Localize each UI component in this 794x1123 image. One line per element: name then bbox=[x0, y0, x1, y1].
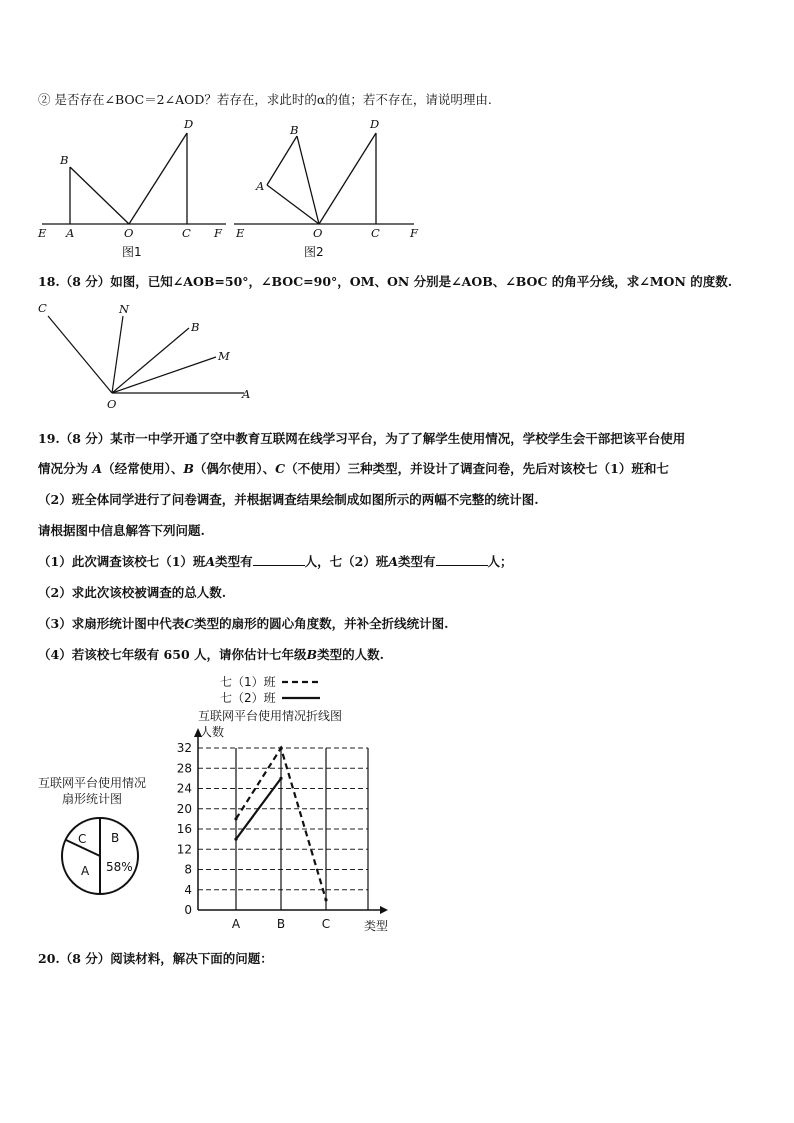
fig2-label-A: A bbox=[256, 179, 265, 193]
fig2-label-C: C bbox=[371, 226, 380, 240]
pie-title-line1: 互联网平台使用情况 bbox=[38, 776, 147, 790]
y-tick-label-0: 0 bbox=[184, 903, 192, 917]
y-tick-label-32: 32 bbox=[176, 741, 192, 755]
figure-angles bbox=[34, 296, 264, 416]
legend-label-class2: 七（2）班 bbox=[220, 691, 276, 705]
x-tick-label-B: B bbox=[276, 917, 286, 931]
fig2-label-E: E bbox=[236, 226, 245, 240]
y-tick-label-12: 12 bbox=[176, 842, 192, 857]
series-2-point-B bbox=[279, 777, 282, 780]
figure-1 bbox=[37, 117, 226, 259]
fig1-label-F: F bbox=[214, 226, 222, 240]
pie-title-line2: 扇形统计图 bbox=[62, 792, 123, 806]
y-tick-label-28: 28 bbox=[176, 761, 192, 776]
x-tick-label-A: A bbox=[231, 917, 241, 931]
chart-title: 互联网平台使用情况折线图 bbox=[198, 709, 343, 723]
pie-label-B: B bbox=[111, 831, 120, 845]
fig3-label-B: B bbox=[191, 320, 200, 334]
legend-label-class1: 七（1）班 bbox=[220, 675, 276, 689]
pie-label-A: A bbox=[81, 864, 90, 878]
q20-text: 20.（8 分）阅读材料，解决下面的问题： bbox=[38, 951, 273, 966]
line-chart bbox=[170, 672, 400, 942]
answer-blank-2 bbox=[436, 553, 488, 566]
q19-sub4: （4）若该校七年级有 650 人，请你估计七年级B类型的人数. bbox=[38, 647, 384, 662]
fig3-label-N: N bbox=[119, 302, 130, 316]
y-tick-label-8: 8 bbox=[184, 862, 192, 877]
q19-line3: （2）班全体同学进行了问卷调查，并根据调查结果绘制成如图所示的两幅不完整的统计图. bbox=[38, 492, 539, 507]
fig2-label-D: D bbox=[370, 117, 380, 131]
figures-1-2 bbox=[34, 112, 424, 260]
pie-label-C: C bbox=[78, 832, 87, 846]
y-tick-label-16: 16 bbox=[176, 822, 192, 836]
q18-text: 18.（8 分）如图，已知∠AOB=50°，∠BOC=90°，OM、ON 分别是∠AOB、∠BOC 的角平分线，求∠MON 的度数. bbox=[38, 274, 733, 289]
x-tick-label-C: C bbox=[321, 917, 331, 931]
y-tick-label-20: 20 bbox=[176, 801, 192, 816]
fig1-label-O: O bbox=[124, 226, 134, 240]
pie-label-B-percent: 58% bbox=[106, 860, 133, 874]
series-1-point-B bbox=[279, 746, 282, 749]
x-axis-label: 类型 bbox=[364, 919, 389, 933]
q19-line1: 19.（8 分）某市一中学开通了空中教育互联网在线学习平台，为了了解学生使用情况，学校学生会干部把该平台使用 bbox=[38, 431, 686, 446]
y-tick-label-4: 4 bbox=[184, 882, 192, 897]
fig1-label-C: C bbox=[182, 226, 191, 240]
fig2-label-O: O bbox=[313, 226, 323, 240]
q19-sub1: （1）此次调查该校七（1）班A类型有 人，七（2）班A类型有 人； bbox=[38, 554, 513, 569]
x-axis-arrow bbox=[380, 906, 388, 914]
fig1-label-E: E bbox=[38, 226, 47, 240]
fig3-label-O: O bbox=[107, 397, 117, 411]
y-axis-label: 人数 bbox=[200, 725, 225, 739]
series-2-point-A bbox=[234, 838, 237, 841]
chart-legend bbox=[220, 674, 320, 705]
q17-part2-text: ② 是否存在∠BOC＝2∠AOD？若存在，求此时的α的值；若不存在，请说明理由. bbox=[38, 92, 492, 107]
fig2-label-B: B bbox=[290, 123, 299, 137]
fig1-label-B: B bbox=[60, 153, 69, 167]
y-tick-label-24: 24 bbox=[176, 781, 192, 796]
answer-blank-1 bbox=[253, 553, 305, 566]
q19-line4: 请根据图中信息解答下列问题. bbox=[38, 523, 205, 538]
q19-sub3: （3）求扇形统计图中代表C类型的扇形的圆心角度数，并补全折线统计图. bbox=[38, 616, 449, 631]
fig2-label-F: F bbox=[410, 226, 418, 240]
figure-2 bbox=[234, 117, 419, 259]
series-1-point-A bbox=[234, 817, 237, 820]
q19-sub2: （2）求此次该校被调查的总人数. bbox=[38, 585, 227, 600]
fig1-label-A: A bbox=[66, 226, 75, 240]
fig3-label-M: M bbox=[218, 349, 230, 363]
fig3-label-C: C bbox=[38, 301, 47, 315]
fig3-label-A: A bbox=[242, 387, 251, 401]
fig1-label-D: D bbox=[184, 117, 194, 131]
pie-chart bbox=[34, 770, 174, 905]
fig2-caption: 图2 bbox=[304, 245, 324, 259]
fig1-caption: 图1 bbox=[122, 245, 142, 259]
series-1-point-C bbox=[324, 898, 327, 901]
q19-line2: 情况分为 A（经常使用）、B（偶尔使用）、C（不使用）三种类型，并设计了调查问卷，先后对该校七（1）班和七 bbox=[38, 461, 669, 476]
